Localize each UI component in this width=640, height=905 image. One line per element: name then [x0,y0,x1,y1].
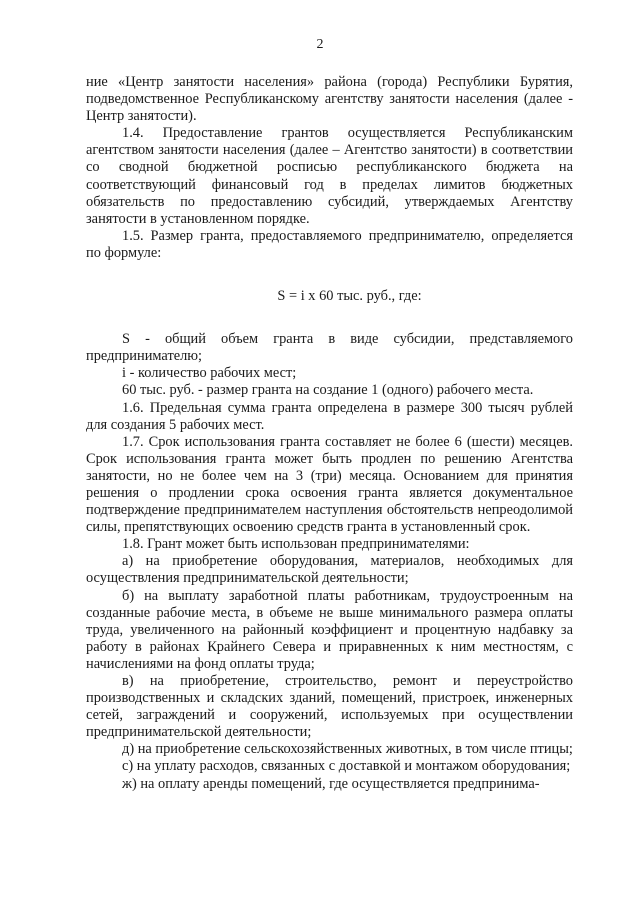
definition-i: i - количество рабочих мест; [122,365,297,382]
list-item-d: д) на приобретение сельскохозяйственных животных, в том числе птицы; [122,741,573,758]
list-item-a: а) на приобретение оборудования, материалов, необходимых для осуществления предпринимательской деятельности; [86,553,573,587]
paragraph-1-8: 1.8. Грант может быть использован предпринимателями: [122,536,470,553]
list-item-v: в) на приобретение, строительство, ремонт и переустройство производственных и складских зданий, помещений, пристроек, инженерных сетей, заграждений и сооружений, используемых при осуществлении предпринимательской деятельности; [86,673,573,741]
definition-s: S - общий объем гранта в виде субсидии, представляемого предпринимателю; [86,331,573,365]
document-body [86,74,573,793]
paragraph-1-7: 1.7. Срок использования гранта составляет не более 6 (шести) месяцев. Срок использования гранта может быть продлен по решению Агентства занятости, но не более чем на 3 (три) месяца. Основанием для принятия решения о продлении срока освоения гранта является документальное подтверждение предпринимателем наступления обстоятельств непреодолимой силы, препятствующих освоению средств гранта в установленный срок. [86,433,573,536]
list-item-b: б) на выплату заработной платы работникам, трудоустроенным на созданные рабочие места, в объеме не выше минимального размера оплаты труда, увеличенного на районный коэффициент и процентную надбавку за работу в районах Крайнего Севера и приравненных к ним местностям, с начислениями на фонд оплаты труда; [86,587,573,672]
paragraph-1-6: 1.6. Предельная сумма гранта определена в размере 300 тысяч рублей для создания 5 рабочих мест. [86,399,573,433]
paragraph-1-4: 1.4. Предоставление грантов осуществляется Республиканским агентством занятости населения (далее – Агентство занятости) в соответствии со сводной бюджетной росписью республиканского бюджета на соответствующий финансовый год в пределах лимитов бюджетных обязательств по предоставлению субсидий, утверждаемых Агентству занятости в установленном порядке. [86,125,573,227]
paragraph-1-5: 1.5. Размер гранта, предоставляемого предпринимателю, определяется по формуле: [86,227,573,261]
list-item-s: с) на уплату расходов, связанных с доставкой и монтажом оборудования; [122,758,571,775]
grant-formula: S = i х 60 тыс. руб., где: [277,288,422,305]
definition-60: 60 тыс. руб. - размер гранта на создание 1 (одного) рабочего места. [122,382,534,399]
paragraph-continuation: ние «Центр занятости населения» района (города) Республики Бурятия, подведомственное Республиканскому агентству занятости населения (далее - Центр занятости). [86,74,573,125]
list-item-zh: ж) на оплату аренды помещений, где осуществляется предпринима- [122,775,540,792]
page-number: 2 [316,37,324,52]
